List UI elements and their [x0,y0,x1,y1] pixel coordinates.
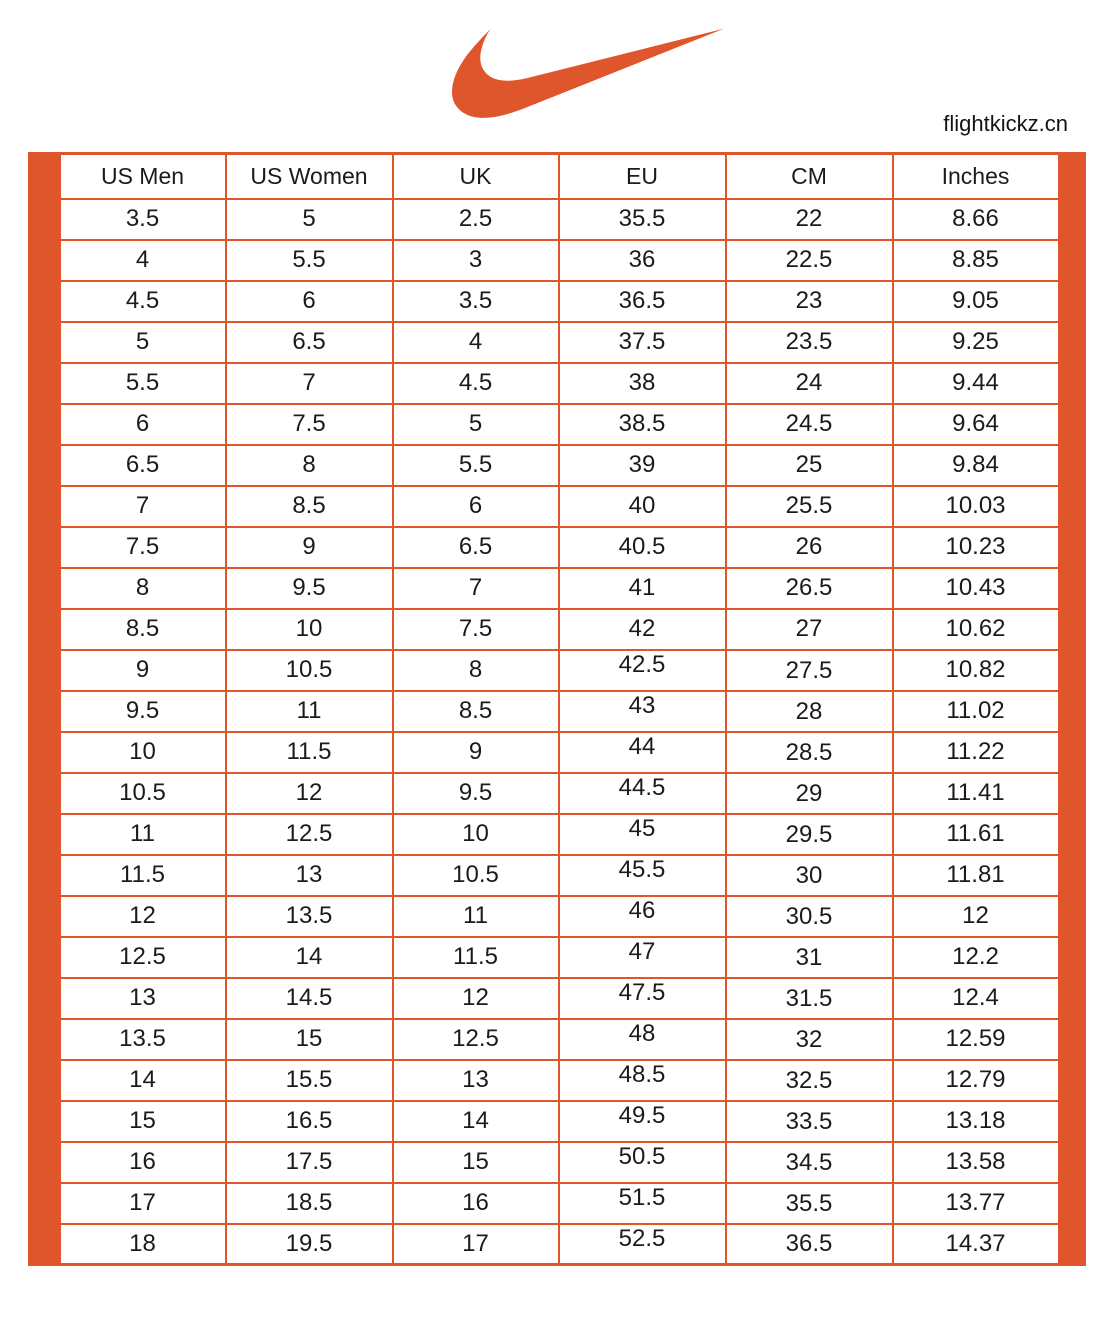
accent-bar-cell [30,199,60,240]
table-row [30,896,1085,937]
accent-bar-cell [30,404,60,445]
accent-bar-cell [1059,814,1085,855]
accent-bar-cell [1059,445,1085,486]
table-row [30,978,1085,1019]
accent-bar-cell [1059,1019,1085,1060]
table-row [30,527,1085,568]
cell-eu: 45.5 [559,855,726,896]
nike-swoosh-icon [452,26,724,120]
cell-uk: 16 [393,1183,559,1224]
cell-us-men: 6 [60,404,226,445]
cell-inches: 12.2 [893,937,1059,978]
table-row [30,855,1085,896]
cell-eu: 37.5 [559,322,726,363]
cell-cm: 24.5 [726,404,893,445]
cell-eu: 52.5 [559,1224,726,1265]
cell-uk: 10.5 [393,855,559,896]
cell-us-men: 10 [60,732,226,773]
accent-bar-cell [1059,1142,1085,1183]
cell-inches: 9.64 [893,404,1059,445]
cell-us-women: 8.5 [226,486,393,527]
accent-bar-cell [30,568,60,609]
cell-us-women: 6 [226,281,393,322]
accent-bar-cell [30,855,60,896]
cell-eu: 42 [559,609,726,650]
cell-inches: 8.85 [893,240,1059,281]
cell-cm: 25.5 [726,486,893,527]
table-body [30,199,1085,1265]
accent-bar-cell [1059,199,1085,240]
accent-bar-cell [1059,240,1085,281]
cell-us-men: 4.5 [60,281,226,322]
table-row [30,937,1085,978]
cell-uk: 2.5 [393,199,559,240]
cell-inches: 9.25 [893,322,1059,363]
cell-us-women: 14.5 [226,978,393,1019]
cell-inches: 10.62 [893,609,1059,650]
cell-cm: 22.5 [726,240,893,281]
cell-inches: 9.84 [893,445,1059,486]
cell-eu: 47 [559,937,726,978]
cell-eu: 50.5 [559,1142,726,1183]
cell-us-women: 5 [226,199,393,240]
cell-us-men: 14 [60,1060,226,1101]
accent-bar-cell [30,773,60,814]
cell-inches: 11.41 [893,773,1059,814]
cell-us-women: 11 [226,691,393,732]
nike-logo [452,26,724,120]
cell-cm: 29.5 [726,814,893,855]
cell-eu: 48 [559,1019,726,1060]
cell-inches: 9.44 [893,363,1059,404]
cell-us-women: 5.5 [226,240,393,281]
cell-us-men: 17 [60,1183,226,1224]
table-row [30,1019,1085,1060]
cell-uk: 15 [393,1142,559,1183]
cell-eu: 48.5 [559,1060,726,1101]
accent-bar-cell [30,281,60,322]
cell-us-women: 8 [226,445,393,486]
cell-inches: 12.4 [893,978,1059,1019]
cell-cm: 29 [726,773,893,814]
cell-us-men: 10.5 [60,773,226,814]
cell-uk: 6.5 [393,527,559,568]
cell-cm: 32.5 [726,1060,893,1101]
cell-cm: 23 [726,281,893,322]
cell-inches: 13.58 [893,1142,1059,1183]
cell-us-men: 16 [60,1142,226,1183]
table-row [30,1101,1085,1142]
table-row [30,445,1085,486]
cell-us-women: 7 [226,363,393,404]
header-row [30,154,1085,199]
cell-eu: 51.5 [559,1183,726,1224]
cell-eu: 40.5 [559,527,726,568]
table-row [30,732,1085,773]
cell-cm: 31.5 [726,978,893,1019]
cell-cm: 26.5 [726,568,893,609]
accent-bar-cell [30,650,60,691]
table-row [30,773,1085,814]
cell-eu: 35.5 [559,199,726,240]
accent-bar-cell [30,814,60,855]
cell-us-women: 15 [226,1019,393,1060]
cell-uk: 12.5 [393,1019,559,1060]
table-row [30,404,1085,445]
cell-uk: 5.5 [393,445,559,486]
cell-cm: 24 [726,363,893,404]
cell-eu: 38 [559,363,726,404]
cell-inches: 13.18 [893,1101,1059,1142]
cell-eu: 38.5 [559,404,726,445]
cell-us-women: 10.5 [226,650,393,691]
accent-bar-cell [30,978,60,1019]
accent-bar-cell [1059,281,1085,322]
accent-bar-cell [30,937,60,978]
accent-bar-cell [1059,154,1085,199]
cell-us-men: 8 [60,568,226,609]
accent-bar-cell [1059,527,1085,568]
cell-us-men: 18 [60,1224,226,1265]
cell-cm: 23.5 [726,322,893,363]
cell-uk: 14 [393,1101,559,1142]
accent-bar-cell [30,486,60,527]
accent-bar-cell [1059,363,1085,404]
cell-cm: 30 [726,855,893,896]
cell-cm: 30.5 [726,896,893,937]
accent-bar-cell [1059,1183,1085,1224]
cell-inches: 13.77 [893,1183,1059,1224]
cell-us-men: 7 [60,486,226,527]
cell-uk: 17 [393,1224,559,1265]
cell-cm: 31 [726,937,893,978]
table-row [30,486,1085,527]
cell-uk: 7.5 [393,609,559,650]
cell-us-women: 6.5 [226,322,393,363]
cell-inches: 10.23 [893,527,1059,568]
accent-bar-cell [1059,609,1085,650]
accent-bar-cell [1059,691,1085,732]
table-row [30,1224,1085,1265]
cell-eu: 45 [559,814,726,855]
table-row [30,281,1085,322]
table-row [30,568,1085,609]
cell-inches: 14.37 [893,1224,1059,1265]
table-row [30,1183,1085,1224]
accent-bar-cell [1059,1060,1085,1101]
accent-bar-cell [30,445,60,486]
accent-bar-cell [30,1224,60,1265]
website-label: flightkickz.cn [943,111,1068,136]
cell-us-men: 9 [60,650,226,691]
cell-uk: 11.5 [393,937,559,978]
cell-cm: 34.5 [726,1142,893,1183]
accent-bar-cell [1059,1101,1085,1142]
cell-us-women: 18.5 [226,1183,393,1224]
cell-us-women: 13 [226,855,393,896]
cell-uk: 8 [393,650,559,691]
accent-bar-cell [1059,322,1085,363]
accent-bar-cell [1059,773,1085,814]
cell-us-men: 11.5 [60,855,226,896]
cell-us-women: 11.5 [226,732,393,773]
cell-us-men: 12.5 [60,937,226,978]
cell-inches: 8.66 [893,199,1059,240]
cell-inches: 11.02 [893,691,1059,732]
cell-us-women: 12 [226,773,393,814]
cell-cm: 36.5 [726,1224,893,1265]
cell-inches: 11.61 [893,814,1059,855]
cell-eu: 44.5 [559,773,726,814]
cell-us-women: 9 [226,527,393,568]
table-row [30,609,1085,650]
cell-inches: 11.81 [893,855,1059,896]
cell-us-men: 12 [60,896,226,937]
accent-bar-cell [30,691,60,732]
column-header-uk: UK [393,154,559,199]
accent-bar-cell [1059,650,1085,691]
table-row [30,240,1085,281]
cell-cm: 33.5 [726,1101,893,1142]
cell-us-men: 6.5 [60,445,226,486]
cell-cm: 22 [726,199,893,240]
accent-bar-cell [30,1142,60,1183]
cell-inches: 11.22 [893,732,1059,773]
cell-inches: 10.03 [893,486,1059,527]
table-row [30,650,1085,691]
cell-us-men: 9.5 [60,691,226,732]
column-header-cm: CM [726,154,893,199]
cell-inches: 10.82 [893,650,1059,691]
cell-us-women: 17.5 [226,1142,393,1183]
accent-bar-cell [30,609,60,650]
cell-uk: 10 [393,814,559,855]
cell-cm: 28 [726,691,893,732]
cell-cm: 35.5 [726,1183,893,1224]
cell-us-men: 7.5 [60,527,226,568]
cell-uk: 8.5 [393,691,559,732]
accent-bar-cell [30,896,60,937]
cell-inches: 12.79 [893,1060,1059,1101]
size-table [28,152,1086,1266]
table-row [30,363,1085,404]
cell-eu: 36.5 [559,281,726,322]
accent-bar-cell [1059,896,1085,937]
accent-bar-cell [1059,568,1085,609]
cell-cm: 28.5 [726,732,893,773]
cell-inches: 12 [893,896,1059,937]
column-header-eu: EU [559,154,726,199]
accent-bar-cell [30,1101,60,1142]
cell-us-men: 15 [60,1101,226,1142]
accent-bar-cell [1059,937,1085,978]
cell-eu: 41 [559,568,726,609]
cell-us-women: 16.5 [226,1101,393,1142]
cell-uk: 4.5 [393,363,559,404]
cell-us-women: 13.5 [226,896,393,937]
cell-cm: 25 [726,445,893,486]
table-row [30,322,1085,363]
cell-us-men: 13 [60,978,226,1019]
cell-inches: 10.43 [893,568,1059,609]
accent-bar-cell [1059,1224,1085,1265]
cell-uk: 9 [393,732,559,773]
accent-bar-cell [1059,978,1085,1019]
cell-cm: 27.5 [726,650,893,691]
accent-bar-cell [30,1019,60,1060]
cell-cm: 26 [726,527,893,568]
cell-eu: 42.5 [559,650,726,691]
cell-uk: 12 [393,978,559,1019]
cell-us-men: 5 [60,322,226,363]
cell-uk: 4 [393,322,559,363]
cell-uk: 11 [393,896,559,937]
accent-bar-cell [30,154,60,199]
cell-eu: 36 [559,240,726,281]
column-header-us-women: US Women [226,154,393,199]
cell-cm: 27 [726,609,893,650]
accent-bar-cell [1059,486,1085,527]
accent-bar-cell [30,363,60,404]
accent-bar-cell [30,527,60,568]
cell-uk: 13 [393,1060,559,1101]
table-row [30,691,1085,732]
accent-bar-cell [30,732,60,773]
cell-eu: 44 [559,732,726,773]
cell-us-men: 3.5 [60,199,226,240]
accent-bar-cell [1059,732,1085,773]
cell-uk: 6 [393,486,559,527]
cell-us-women: 15.5 [226,1060,393,1101]
cell-us-men: 13.5 [60,1019,226,1060]
cell-us-women: 19.5 [226,1224,393,1265]
cell-us-men: 4 [60,240,226,281]
table-row [30,199,1085,240]
cell-us-men: 11 [60,814,226,855]
cell-us-men: 8.5 [60,609,226,650]
cell-eu: 43 [559,691,726,732]
cell-uk: 7 [393,568,559,609]
cell-us-women: 12.5 [226,814,393,855]
column-header-us-men: US Men [60,154,226,199]
accent-bar-cell [30,1183,60,1224]
table-row [30,1060,1085,1101]
cell-inches: 12.59 [893,1019,1059,1060]
cell-inches: 9.05 [893,281,1059,322]
cell-eu: 49.5 [559,1101,726,1142]
cell-eu: 40 [559,486,726,527]
cell-us-women: 10 [226,609,393,650]
cell-uk: 5 [393,404,559,445]
cell-us-women: 7.5 [226,404,393,445]
accent-bar-cell [1059,855,1085,896]
accent-bar-cell [1059,404,1085,445]
cell-eu: 46 [559,896,726,937]
cell-uk: 3.5 [393,281,559,322]
accent-bar-cell [30,1060,60,1101]
table-row [30,1142,1085,1183]
cell-us-women: 14 [226,937,393,978]
accent-bar-cell [30,240,60,281]
cell-us-women: 9.5 [226,568,393,609]
accent-bar-cell [30,322,60,363]
cell-cm: 32 [726,1019,893,1060]
cell-us-men: 5.5 [60,363,226,404]
table-row [30,814,1085,855]
cell-uk: 9.5 [393,773,559,814]
column-header-inches: Inches [893,154,1059,199]
cell-eu: 47.5 [559,978,726,1019]
cell-uk: 3 [393,240,559,281]
cell-eu: 39 [559,445,726,486]
